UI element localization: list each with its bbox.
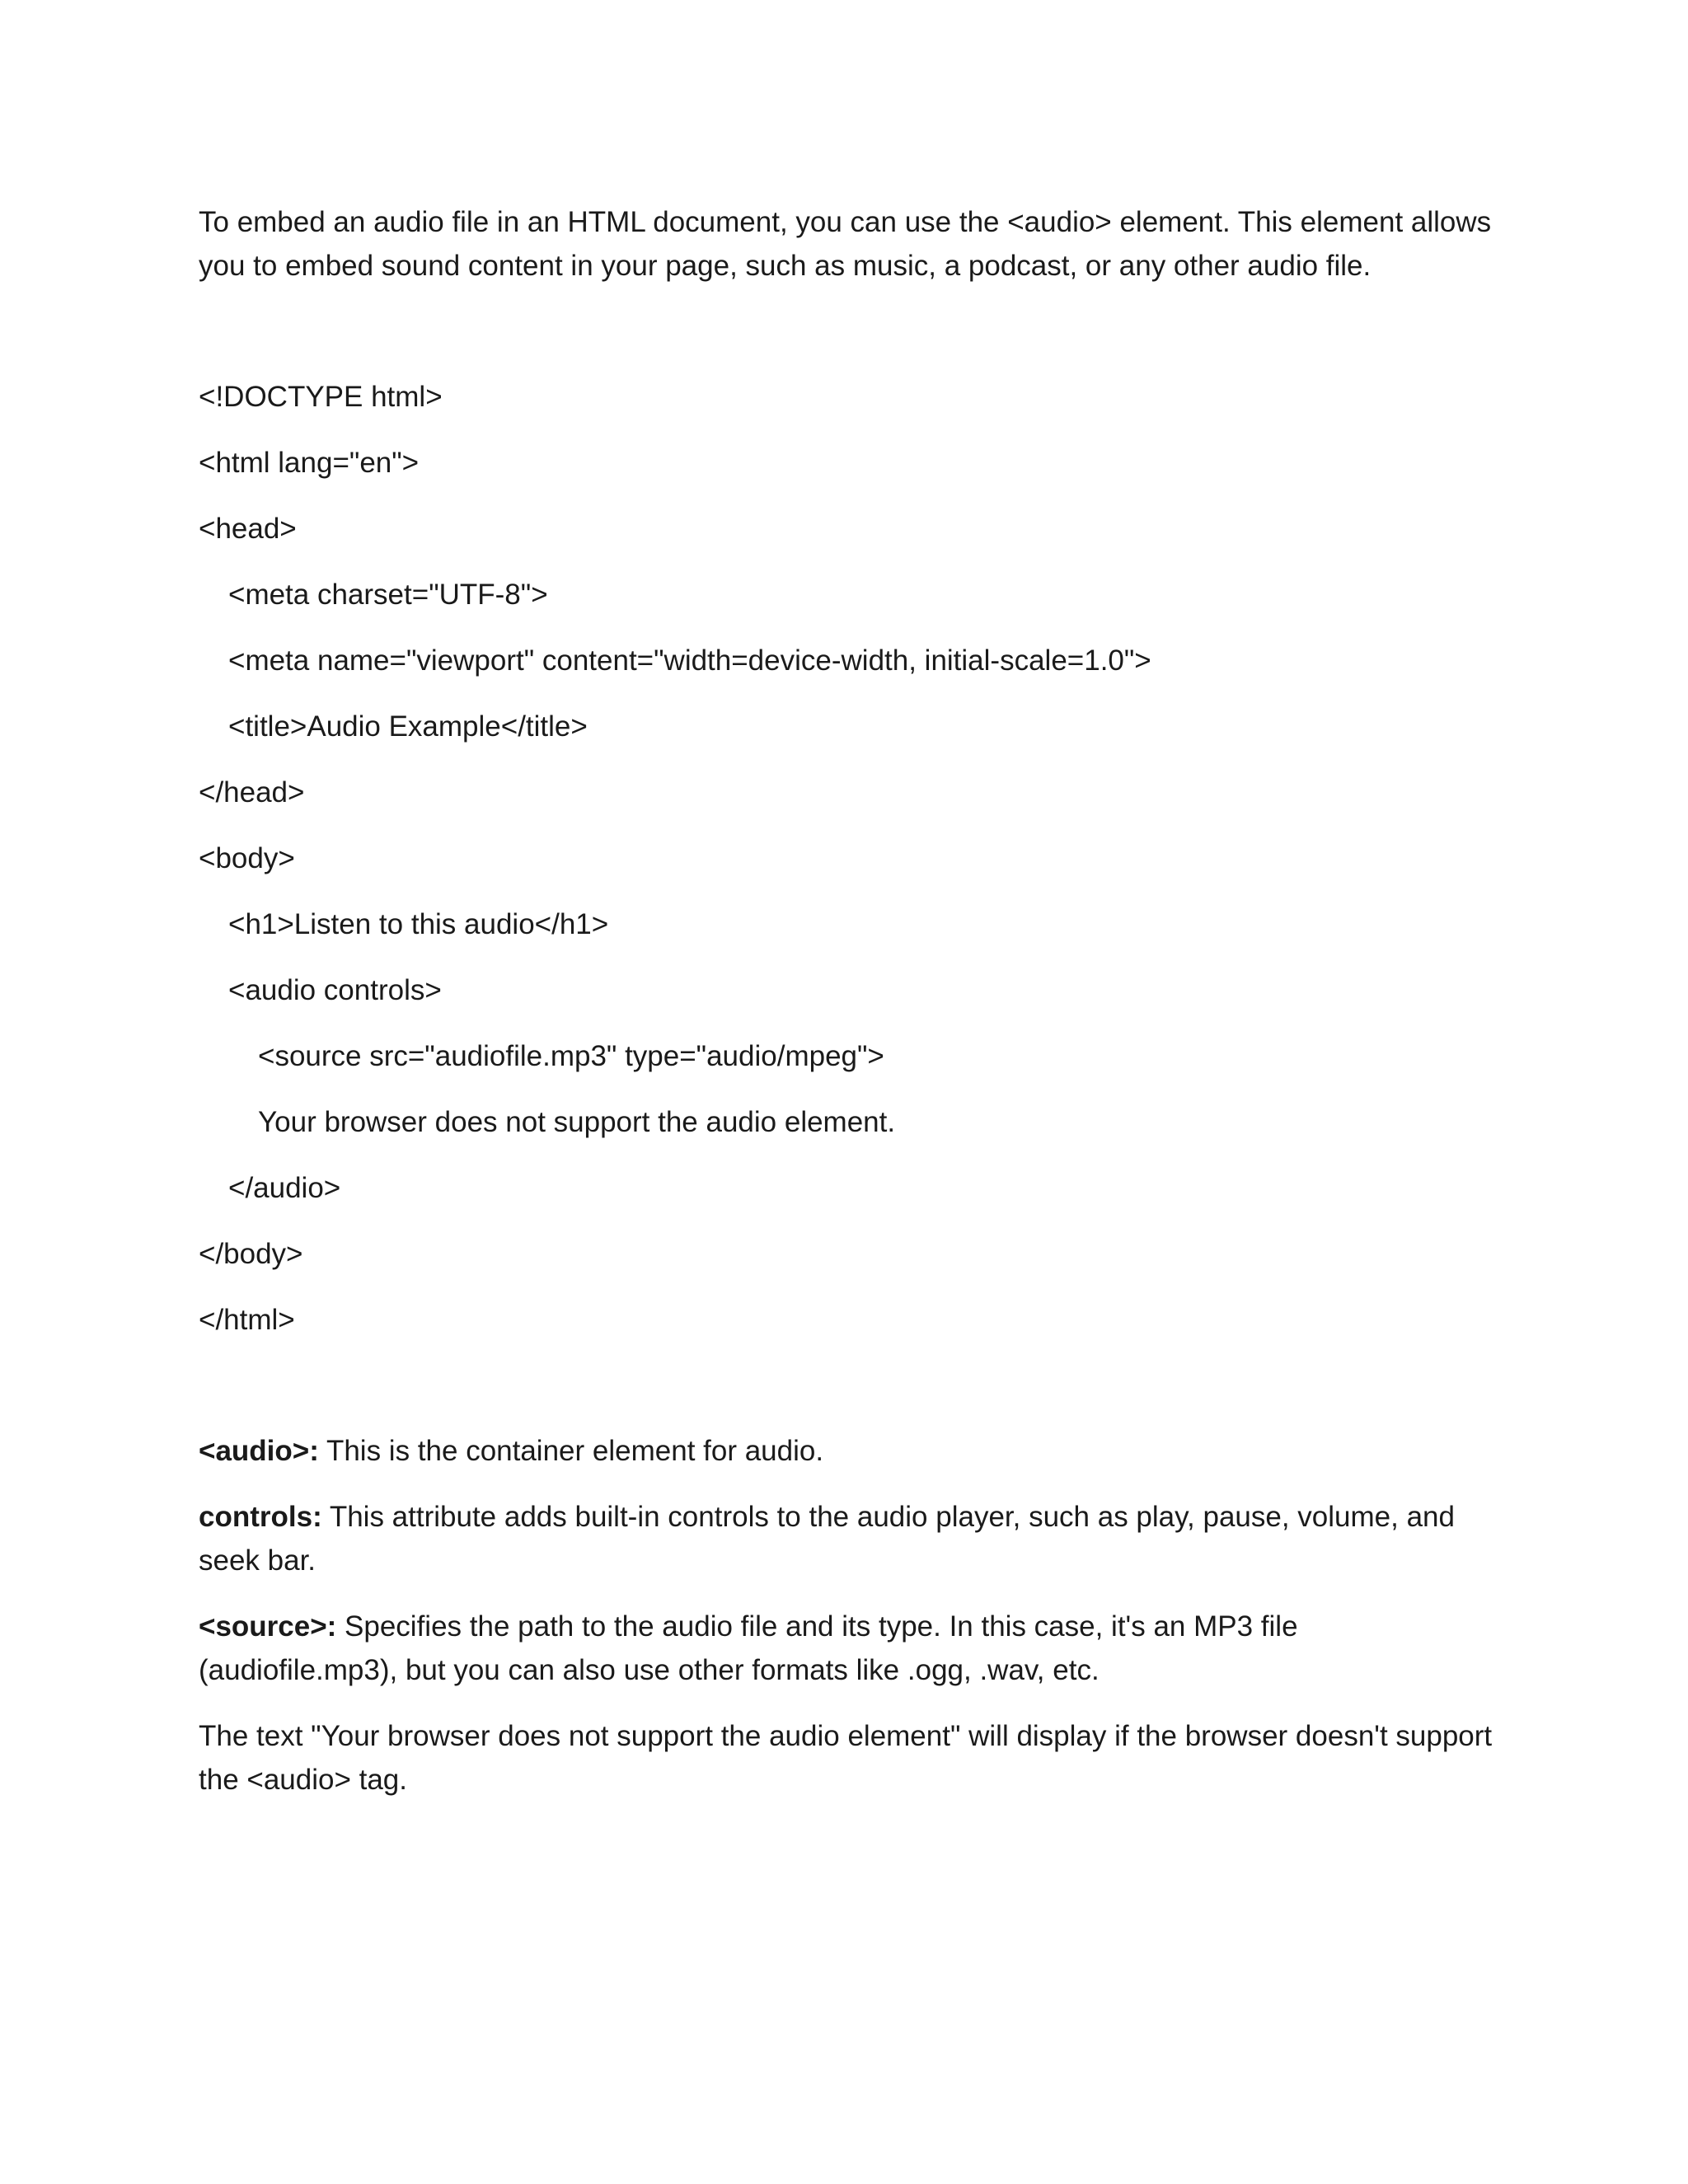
- code-line: <head>: [199, 513, 297, 545]
- code-line: <title>Audio Example</title>: [228, 710, 588, 743]
- code-line: Your browser does not support the audio element.: [258, 1106, 896, 1138]
- code-line: </html>: [199, 1304, 295, 1336]
- document-content: [199, 200, 1493, 1824]
- closing-note: The text "Your browser does not support the audio element" will display if the browser doesn't support the <audio> tag.: [199, 1720, 1493, 1796]
- code-line: <meta name="viewport" content="width=device-width, initial-scale=1.0">: [228, 644, 1151, 677]
- code-line: <!DOCTYPE html>: [199, 381, 443, 413]
- explanation-source: [199, 1605, 1493, 1692]
- code-line: <body>: [199, 842, 295, 874]
- code-line: <audio controls>: [228, 974, 442, 1006]
- code-line: <html lang="en">: [199, 447, 420, 479]
- explanation-term: controls:: [199, 1501, 322, 1533]
- code-example: [199, 375, 1493, 1342]
- explanation-text: This attribute adds built-in controls to the audio player, such as play, pause, volume, and seek bar.: [199, 1501, 1455, 1577]
- code-line: <h1>Listen to this audio</h1>: [228, 908, 609, 940]
- code-line: </head>: [199, 776, 305, 808]
- code-line: </audio>: [228, 1172, 341, 1204]
- explanation-text: Specifies the path to the audio file and its type. In this case, it's an MP3 file (audiofile.mp3), but you can also use other formats like .ogg, .wav, etc.: [199, 1610, 1298, 1686]
- code-line: </body>: [199, 1238, 303, 1270]
- code-line: <source src="audiofile.mp3" type="audio/mpeg">: [258, 1040, 884, 1072]
- explanation-term: <source>:: [199, 1610, 337, 1643]
- code-line: <meta charset="UTF-8">: [228, 579, 548, 611]
- explanation-term: <audio>:: [199, 1435, 319, 1467]
- explanation-text: This is the container element for audio.: [318, 1435, 824, 1467]
- intro-paragraph: To embed an audio file in an HTML document, you can use the <audio> element. This element allows you to embed sound content in your page, such as music, a podcast, or any other audio file.: [199, 206, 1492, 282]
- explanation-controls: [199, 1495, 1493, 1582]
- explanation-audio: [199, 1429, 1493, 1473]
